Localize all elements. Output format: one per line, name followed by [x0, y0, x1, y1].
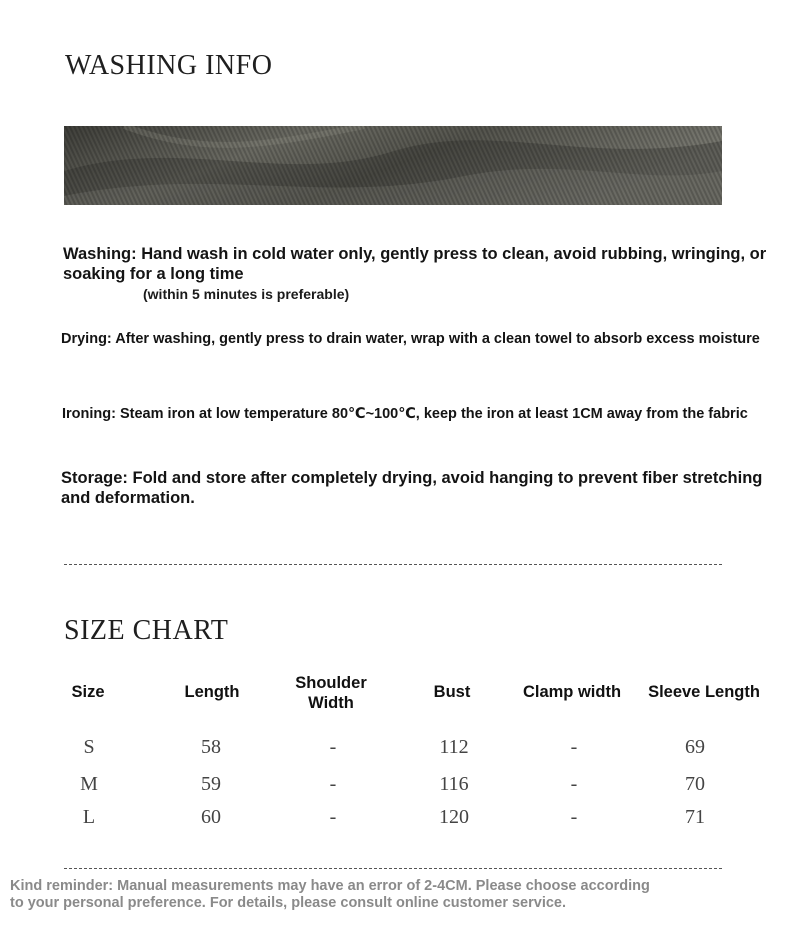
- kind-reminder: Kind reminder: Manual measurements may have an error of 2-4CM. Please choose according to your personal preference. For details, please consult online customer service.: [10, 878, 650, 911]
- section-divider: [64, 868, 722, 869]
- cell-length: 58: [201, 736, 221, 758]
- cell-clamp-width: -: [570, 773, 578, 795]
- cell-bust: 116: [439, 773, 469, 795]
- header-size: Size: [71, 683, 105, 701]
- cell-length: 60: [201, 806, 221, 828]
- section-divider: [64, 564, 722, 565]
- cell-size: M: [80, 773, 98, 795]
- cell-length: 59: [201, 773, 221, 795]
- cell-bust: 120: [439, 806, 469, 828]
- ironing-instruction: Ironing: Steam iron at low temperature 80℃~100℃, keep the iron at least 1CM away from the fabric: [62, 406, 748, 422]
- header-sleeve-length: Sleeve Length: [648, 683, 760, 701]
- cell-size: L: [82, 806, 96, 828]
- size-chart-title: SIZE CHART: [64, 615, 229, 646]
- washing-info-title: WASHING INFO: [65, 50, 273, 81]
- cell-sleeve-length: 70: [685, 773, 705, 795]
- cell-shoulder-width: -: [329, 736, 337, 758]
- cell-bust: 112: [439, 736, 469, 758]
- header-bust: Bust: [433, 683, 471, 701]
- cell-sleeve-length: 71: [685, 806, 705, 828]
- cell-clamp-width: -: [570, 806, 578, 828]
- washing-time-note: (within 5 minutes is preferable): [143, 286, 350, 302]
- cell-clamp-width: -: [570, 736, 578, 758]
- drying-instruction: Drying: After washing, gently press to drain water, wrap with a clean towel to absorb excess moisture: [61, 331, 760, 347]
- cell-size: S: [83, 736, 95, 758]
- cell-shoulder-width: -: [329, 773, 337, 795]
- storage-instruction: Storage: Fold and store after completely drying, avoid hanging to prevent fiber stretching and deformation.: [61, 469, 763, 507]
- header-clamp-width: Clamp width: [522, 683, 622, 701]
- header-shoulder-width: Shoulder Width: [295, 674, 367, 712]
- fabric-image: [64, 126, 722, 205]
- cell-sleeve-length: 69: [685, 736, 705, 758]
- header-length: Length: [184, 683, 240, 701]
- washing-instruction: Washing: Hand wash in cold water only, gently press to clean, avoid rubbing, wringing, or soaking for a long time: [63, 245, 767, 283]
- cell-shoulder-width: -: [329, 806, 337, 828]
